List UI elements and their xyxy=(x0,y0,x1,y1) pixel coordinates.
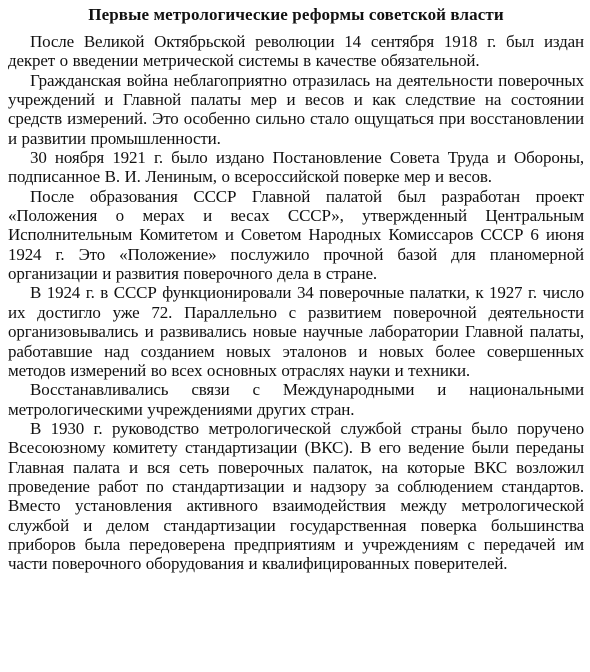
paragraph-1: После Великой Октябрьской революции 14 сентября 1918 г. был издан декрет о введении метрической системы в качестве обязательной. xyxy=(8,32,584,71)
paragraph-4: После образования СССР Главной палатой был разработан проект «Положения о мерах и весах СССР», утвержденный Центральным Исполнительным Комитетом и Советом Народных Комиссаров СССР 6 июня 1924 г. Это «Положение» послужило прочной базой для планомерной организации и развития поверочного дела в стране. xyxy=(8,186,584,284)
document-title: Первые метрологические реформы советской власти xyxy=(88,5,504,24)
paragraph-3: 30 ноября 1921 г. было издано Постановление Совета Труда и Обороны, подписанное В. И. Лениным, о всероссийской поверке мер и весов. xyxy=(8,148,584,187)
paragraph-5: В 1924 г. в СССР функционировали 34 поверочные палатки, к 1927 г. число их достигло уже 72. Параллельно с развитием поверочной деятельности организовывались и развивались новые научные лаборатории Главной палаты, работавшие над созданием новых эталонов и новых более совершенных методов измерений во всех основных отраслях науки и техники. xyxy=(8,283,584,380)
paragraph-7: В 1930 г. руководство метрологической службой страны было поручено Всесоюзному комитету стандартизации (ВКС). В его ведение были переданы Главная палата и вся сеть поверочных палаток, на которые ВКС возложил проведение работ по стандартизации и надзору за соблюдением стандартов. Вместо установления активного взаимодействия между метрологической службой и делом стандартизации государственная поверка большинства приборов была передоверена предприятиям и учреждениям с передачей им части поверочного оборудования и квалифицированных поверителей. xyxy=(8,418,584,574)
paragraph-6: Восстанавливались связи с Международными и национальными метрологическими учреждениями других стран. xyxy=(8,380,584,419)
paragraph-2: Гражданская война неблагоприятно отразилась на деятельности поверочных учреждений и Главной палаты мер и весов и как следствие на состоянии средств измерений. Это особенно сильно стало ощущаться при восстановлении и развитии промышленности. xyxy=(8,70,584,148)
